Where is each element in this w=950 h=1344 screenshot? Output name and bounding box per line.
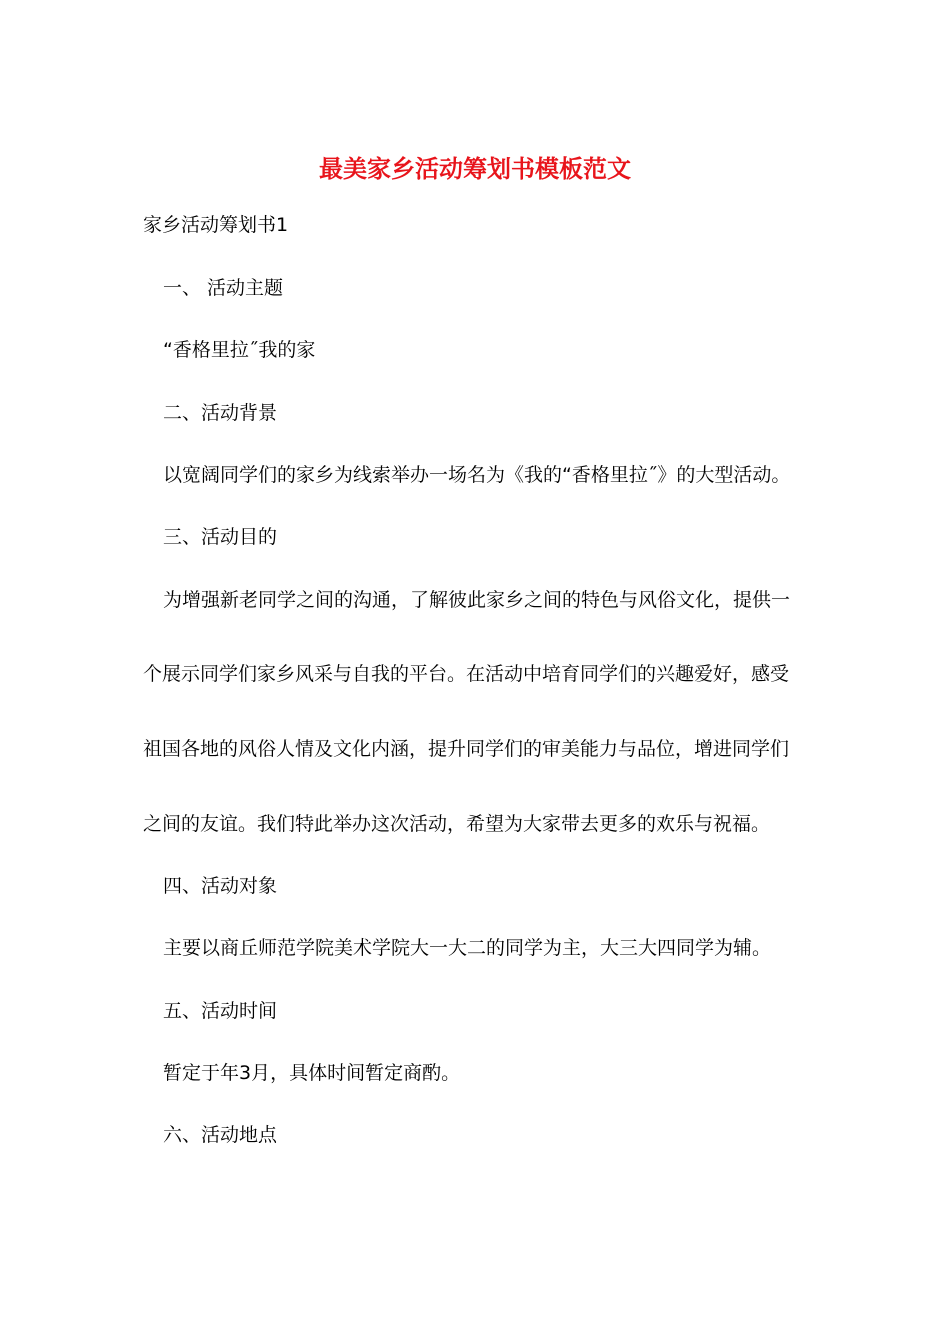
section-heading-theme: 一、 活动主题 [163, 277, 284, 299]
paragraph-background: 以宽阔同学们的家乡为线索举办一场名为《我的“香格里拉˝》的大型活动。 [163, 464, 791, 486]
paragraph-purpose-line-4: 之间的友谊。我们特此举办这次活动，希望为大家带去更多的欢乐与祝福。 [143, 813, 771, 835]
paragraph-theme: “香格里拉˝我的家 [163, 339, 316, 361]
paragraph-purpose-line-3: 祖国各地的风俗人情及文化内涵，提升同学们的审美能力与品位，增进同学们 [143, 738, 790, 760]
paragraph-purpose-line-1: 为增强新老同学之间的沟通，了解彼此家乡之间的特色与风俗文化，提供一 [163, 589, 791, 611]
section-heading-purpose: 三、活动目的 [163, 526, 278, 548]
paragraph-time: 暂定于年3月，具体时间暂定商酌。 [163, 1062, 461, 1084]
paragraph-purpose-line-2: 个展示同学们家乡风采与自我的平台。在活动中培育同学们的兴趣爱好，感受 [143, 663, 790, 685]
section-heading-place: 六、活动地点 [163, 1124, 278, 1146]
document-title: 最美家乡活动筹划书模板范文 [319, 154, 631, 183]
section-heading-time: 五、活动时间 [163, 1000, 278, 1022]
section-heading-background: 二、活动背景 [163, 402, 278, 424]
paragraph-target: 主要以商丘师范学院美术学院大一大二的同学为主，大三大四同学为辅。 [163, 937, 772, 959]
document-subtitle: 家乡活动筹划书1 [143, 214, 289, 236]
section-heading-target: 四、活动对象 [163, 875, 278, 897]
